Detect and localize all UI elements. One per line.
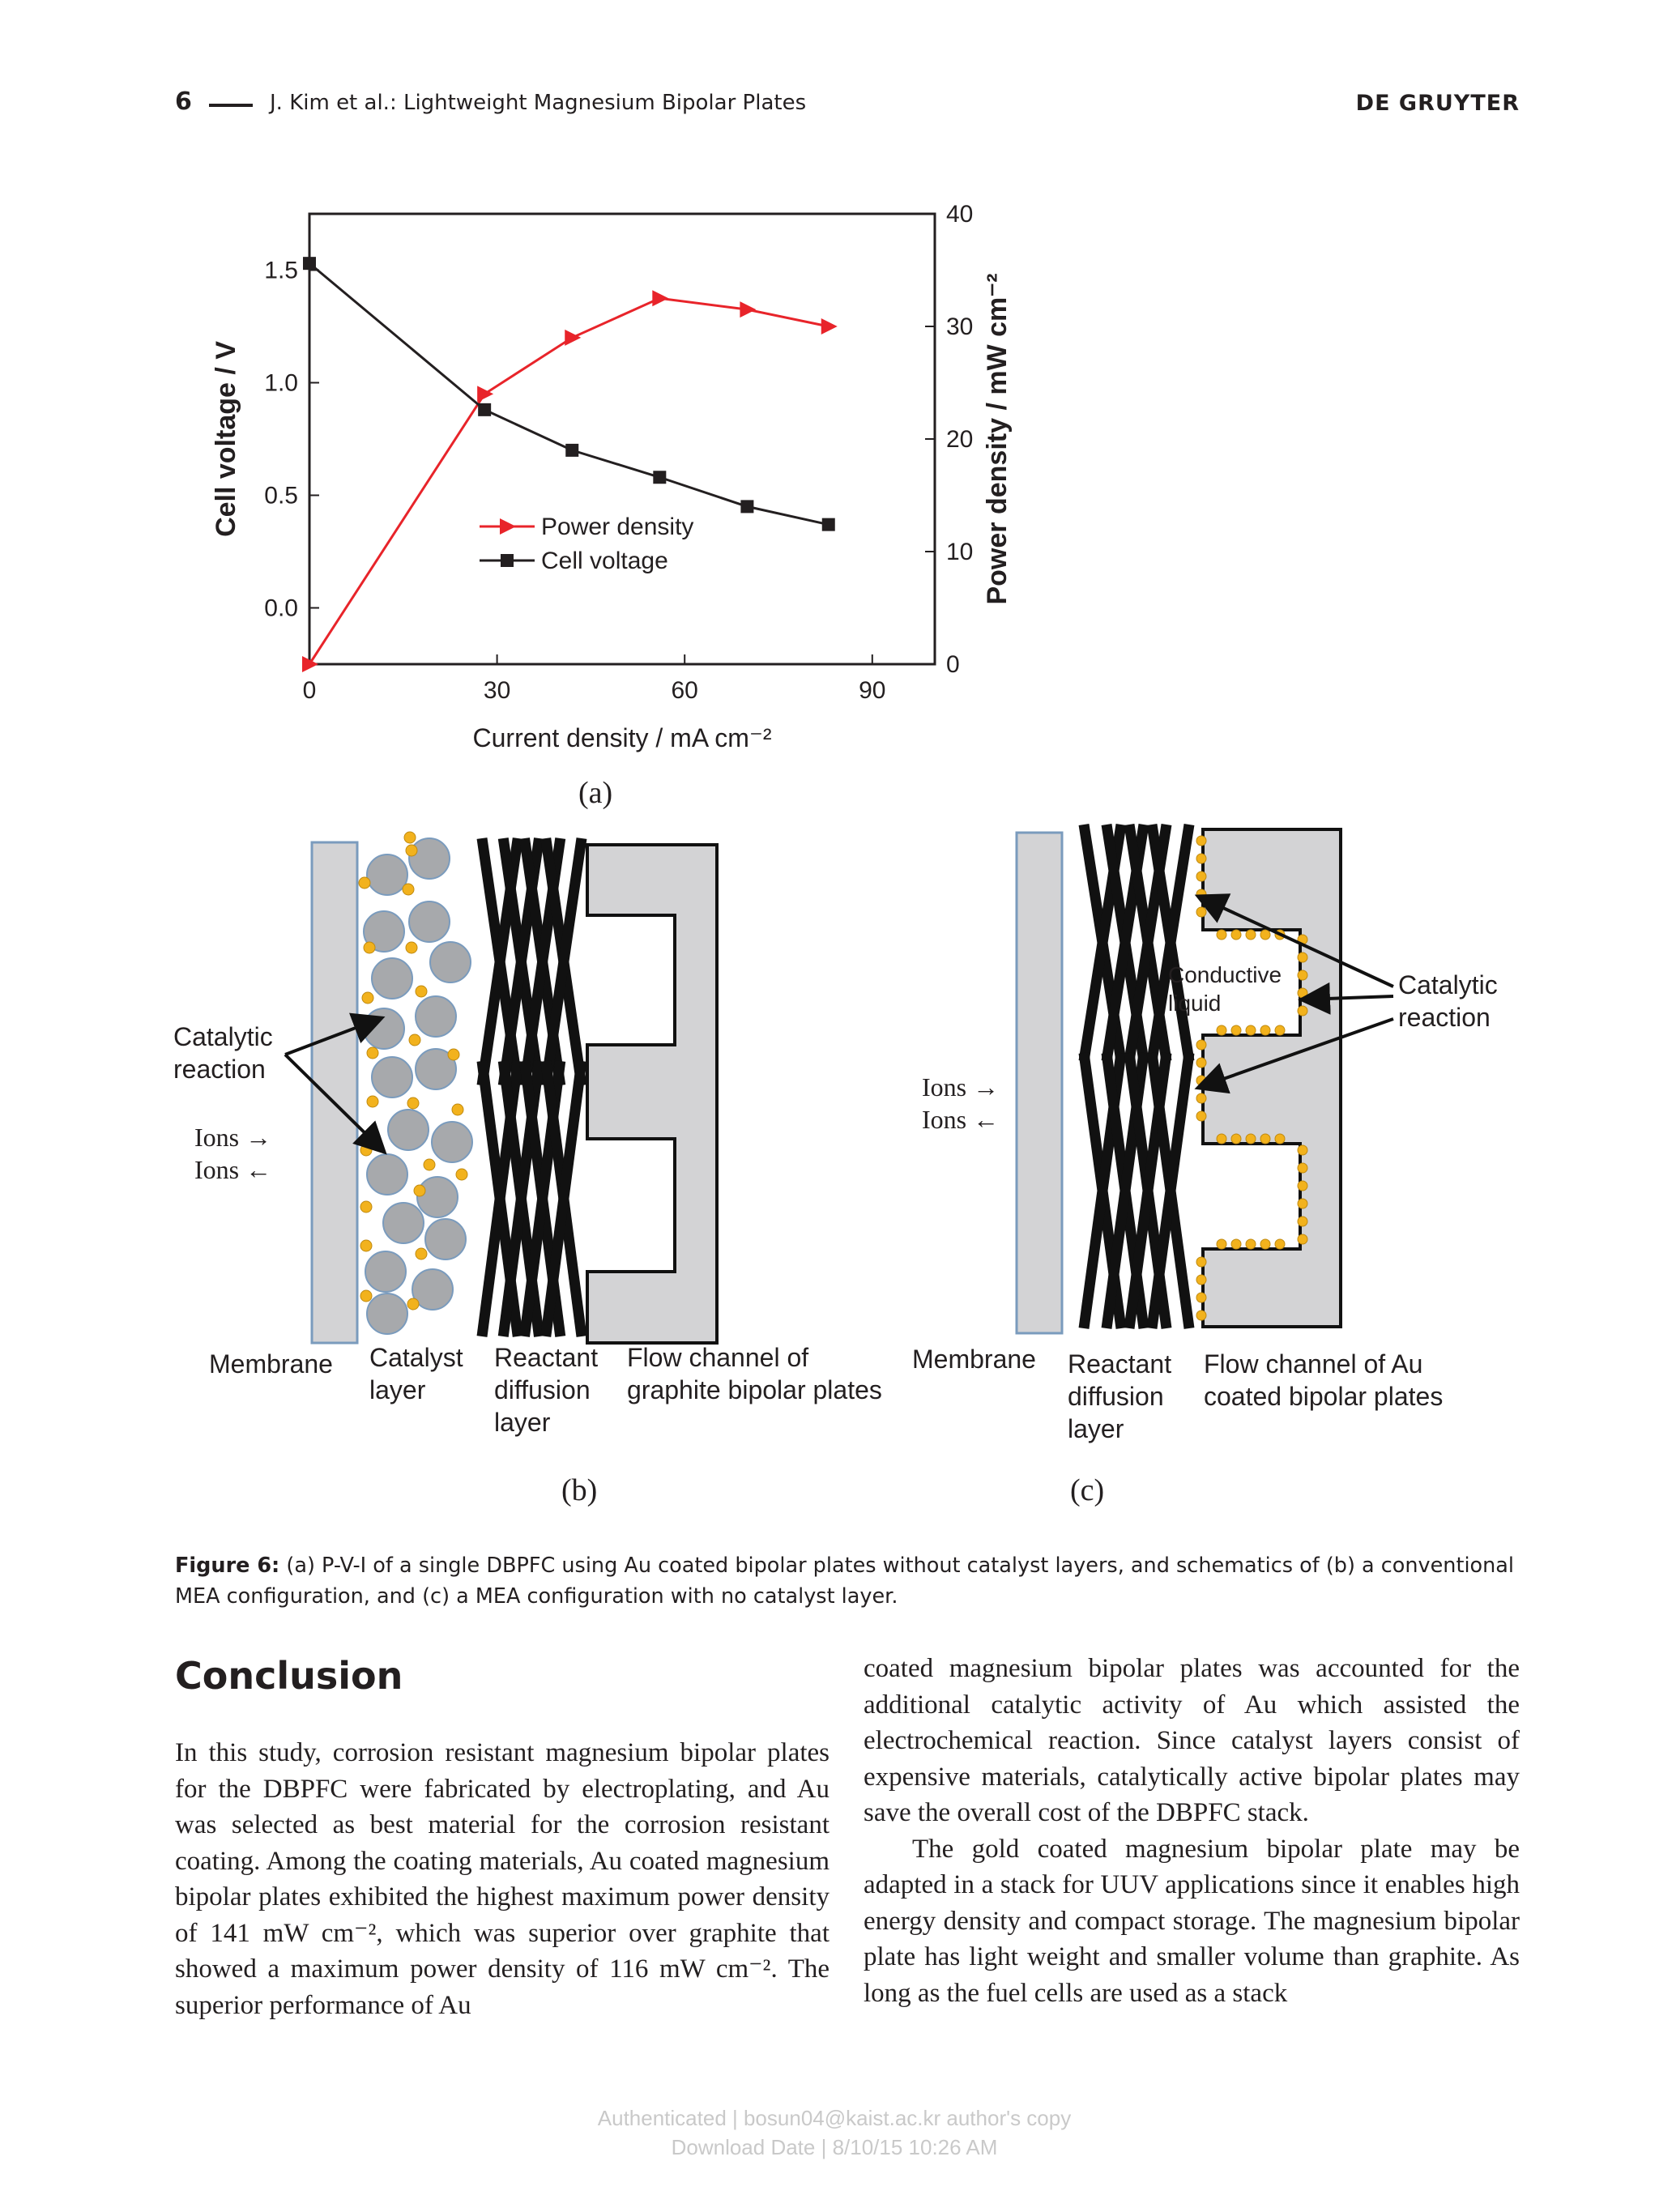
au-dot — [407, 1097, 419, 1109]
data-point-triangle — [565, 330, 581, 346]
diffusion-layer-label-b: Reactant diffusion layer — [494, 1343, 599, 1437]
membrane-label-c: Membrane — [912, 1345, 1036, 1374]
y2-axis-label: Power density / mW cm⁻² — [982, 273, 1013, 605]
legend-marker — [501, 554, 514, 567]
data-point-square — [565, 444, 578, 457]
series-line — [309, 298, 829, 664]
au-dot — [406, 845, 417, 856]
catalyst-particle — [417, 1177, 458, 1217]
plot-frame — [309, 214, 935, 664]
graphite-flow-channel — [587, 845, 717, 1343]
au-dot — [1217, 1134, 1226, 1144]
au-dot — [1260, 1239, 1270, 1249]
catalytic-reaction-label-b: Catalytic reaction — [173, 1022, 273, 1084]
au-dot — [1196, 872, 1206, 881]
data-point-square — [478, 403, 491, 416]
y2-tick-label: 10 — [946, 539, 974, 565]
section-heading: Conclusion — [175, 1654, 403, 1698]
au-dot — [1298, 1199, 1307, 1208]
diffusion-fibers — [482, 838, 582, 1336]
y2-tick-label: 0 — [946, 651, 960, 678]
y2-tick-label: 40 — [946, 201, 974, 228]
au-dot — [1196, 1111, 1206, 1121]
series-line — [309, 263, 829, 524]
au-dot — [1231, 1134, 1241, 1144]
left-column — [175, 1735, 830, 2023]
catalyst-particle — [365, 1251, 406, 1292]
au-dot — [1196, 836, 1206, 846]
conductive-liquid-label: Conductive liquid — [1168, 962, 1282, 1016]
catalyst-particle — [367, 855, 407, 895]
caption-label: Figure 6: — [175, 1554, 280, 1578]
catalyst-particle — [409, 901, 450, 942]
au-dot — [360, 1201, 372, 1213]
x-tick-label: 30 — [483, 677, 511, 704]
au-dot — [1298, 1163, 1307, 1173]
catalyst-particle — [430, 942, 471, 982]
data-point-triangle — [821, 318, 838, 335]
au-dot — [359, 877, 370, 889]
au-dot — [1275, 1134, 1285, 1144]
pvi-chart — [203, 194, 1013, 778]
au-dot — [424, 1159, 435, 1170]
y-axis-label: Cell voltage / V — [211, 341, 241, 537]
au-dot — [1196, 1257, 1206, 1267]
data-point-square — [740, 500, 753, 513]
catalytic-reaction-label-c: Catalytic reaction — [1398, 970, 1498, 1032]
panel-b-label: (b) — [561, 1473, 598, 1507]
catalyst-particle — [372, 958, 412, 999]
au-dot — [1275, 1239, 1285, 1249]
figure-caption — [175, 1550, 1520, 1613]
data-point-triangle — [652, 290, 668, 306]
y2-tick-label: 20 — [946, 426, 974, 453]
data-point-triangle — [740, 301, 756, 318]
data-point-square — [303, 257, 316, 270]
au-dot — [1196, 1311, 1206, 1320]
catalyst-particle — [425, 1219, 466, 1259]
x-axis-label: Current density / mA cm⁻² — [472, 723, 772, 752]
catalytic-arrows-b — [275, 1004, 405, 1183]
y-tick-label: 1.5 — [264, 257, 298, 284]
au-dot — [1246, 1134, 1256, 1144]
y-tick-label: 0.0 — [264, 595, 298, 622]
au-dot — [404, 832, 416, 843]
au-dot — [403, 884, 414, 895]
au-dot — [409, 1034, 420, 1046]
au-dot — [416, 986, 427, 997]
y-tick-label: 1.0 — [264, 369, 298, 397]
data-point-square — [822, 518, 835, 531]
caption-text: (a) P-V-I of a single DBPFC using Au coated bipolar plates without catalyst layers, and schematics of (b) a conventional MEA configuration, and (c) a MEA configuration with no catalyst layer. — [175, 1554, 1515, 1609]
catalyst-layer-label: Catalyst layer — [369, 1343, 463, 1404]
right-column — [864, 1651, 1520, 2011]
ions-label-b: Ions → Ions ← — [194, 1123, 272, 1184]
page-number: 6 — [175, 87, 192, 116]
au-dot — [1196, 1293, 1206, 1302]
au-dot — [406, 942, 417, 953]
x-tick-label: 0 — [302, 677, 317, 704]
au-dot — [1217, 1239, 1226, 1249]
panel-c-label: (c) — [1070, 1473, 1105, 1507]
right-paragraph-2: The gold coated magnesium bipolar plate may be adapted in a stack for UUV applications since it enables high energy density and compact storage. The magnesium bipolar plate has light weight and smaller volume than graphite. As long as the fuel cells are used as a stack — [864, 1834, 1520, 2008]
panel-a-label: (a) — [578, 776, 613, 810]
au-dot — [360, 1290, 372, 1302]
membrane-rect-c — [1017, 833, 1062, 1333]
au-dot — [414, 1185, 425, 1196]
au-dot — [1298, 1145, 1307, 1155]
legend-marker — [500, 518, 516, 535]
watermark-line-1: Authenticated | bosun04@kaist.ac.kr author's copy — [597, 2106, 1072, 2130]
au-dot — [448, 1049, 459, 1060]
au-dot — [1298, 1234, 1307, 1244]
au-dot — [416, 1248, 427, 1259]
au-dot — [452, 1104, 463, 1115]
flow-channel-label-b: Flow channel of graphite bipolar plates — [627, 1343, 882, 1404]
catalyst-particle — [383, 1203, 424, 1243]
au-dot — [456, 1169, 467, 1180]
au-dot — [1196, 1275, 1206, 1285]
au-dot — [362, 992, 373, 1004]
catalyst-particle — [416, 996, 456, 1037]
au-dot — [1298, 1217, 1307, 1226]
membrane-label-b: Membrane — [209, 1349, 333, 1379]
legend-label: Cell voltage — [541, 548, 668, 574]
au-dot — [407, 1298, 419, 1310]
left-paragraph: In this study, corrosion resistant magnesium bipolar plates for the DBPFC were fabricated by electroplating, and Au was selected as best material for the corrosion resistant coating. Among the coating materials, Au coated magnesium bipolar plates exhibited the highest maximum power density of 141 mW cm⁻², which was superior over graphite that showed a maximum power density of 116 mW cm⁻². The superior performance of Au — [175, 1738, 830, 2020]
diffusion-fibers-c — [1084, 825, 1189, 1328]
data-point-square — [653, 471, 666, 484]
au-dot — [1246, 1239, 1256, 1249]
running-title: J. Kim et al.: Lightweight Magnesium Bipolar Plates — [270, 91, 807, 115]
diffusion-layer-label-c: Reactant diffusion layer — [1068, 1349, 1172, 1443]
catalyst-particle — [432, 1122, 472, 1162]
au-dot — [364, 942, 375, 953]
au-dot — [360, 1240, 372, 1251]
catalyst-particle — [409, 838, 450, 879]
publisher-name: DE GRUYTER — [1355, 91, 1520, 116]
x-tick-label: 90 — [859, 677, 886, 704]
catalyst-particle — [367, 1294, 407, 1334]
data-point-triangle — [477, 386, 493, 402]
right-paragraph-1: coated magnesium bipolar plates was accounted for the additional catalytic activity of Au which assisted the electrochemical reaction. Since catalyst layers consist of expensive materials, catalytically active bipolar plates may save the overall cost of the DBPFC stack. — [864, 1654, 1520, 1827]
au-dot — [1231, 1239, 1241, 1249]
legend-label: Power density — [541, 514, 694, 540]
au-dot — [1196, 854, 1206, 863]
flow-channel-label-c: Flow channel of Au coated bipolar plates — [1204, 1349, 1444, 1411]
au-dot — [1260, 1134, 1270, 1144]
ions-label-c: Ions → Ions ← — [922, 1072, 1000, 1134]
x-tick-label: 60 — [671, 677, 698, 704]
header-rule — [209, 104, 253, 107]
y-tick-label: 0.5 — [264, 482, 298, 509]
watermark-line-2: Download Date | 8/10/15 10:26 AM — [671, 2135, 998, 2159]
y2-tick-label: 30 — [946, 313, 974, 340]
au-dot — [1298, 1181, 1307, 1191]
